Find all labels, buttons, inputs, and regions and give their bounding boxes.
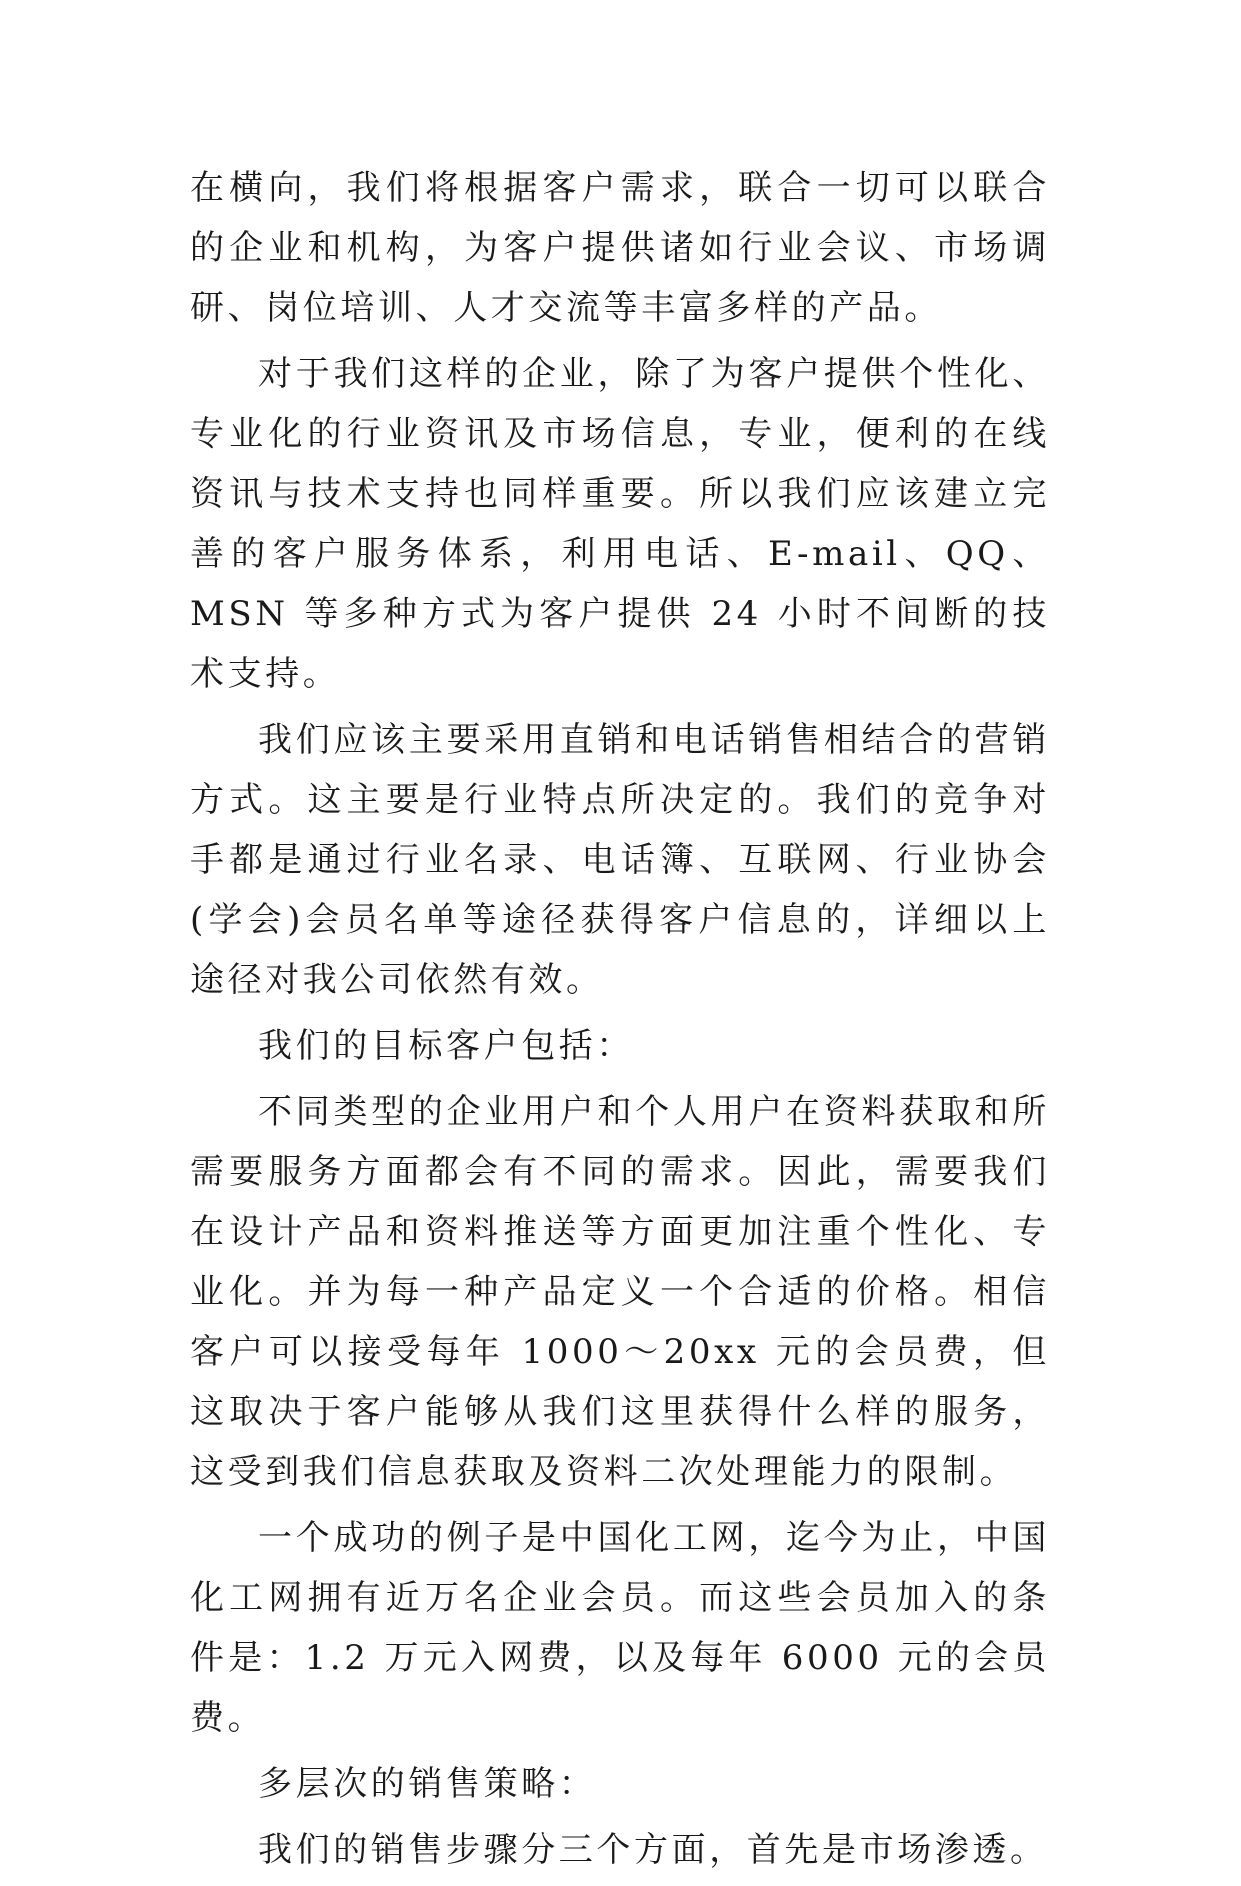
paragraph: 一个成功的例子是中国化工网，迄今为止，中国化工网拥有近万名企业会员。而这些会员加入的条件是：1.2 万元入网费，以及每年 6000 元的会员费。: [190, 1518, 1050, 1738]
paragraph: 不同类型的企业用户和个人用户在资料获取和所需要服务方面都会有不同的需求。因此，需要我们在设计产品和资料推送等方面更加注重个性化、专业化。并为每一种产品定义一个合适的价格。相信客户可以接受每年 1000～20xx 元的会员费，但这取决于客户能够从我们这里获得什么样的服务，这受到我们信息获取及资料二次处理能力的限制。: [190, 1092, 1050, 1492]
paragraph: 对于我们这样的企业，除了为客户提供个性化、专业化的行业资讯及市场信息，专业，便利的在线资讯与技术支持也同样重要。所以我们应该建立完善的客户服务体系，利用电话、E-mail、QQ、MSN 等多种方式为客户提供 24 小时不间断的技术支持。: [190, 354, 1050, 694]
paragraph: 我们的目标客户包括：: [258, 1026, 634, 1066]
paragraph: 我们应该主要采用直销和电话销售相结合的营销方式。这主要是行业特点所决定的。我们的竞争对手都是通过行业名录、电话簿、互联网、行业协会(学会)会员名单等途径获得客户信息的，详细以上途径对我公司依然有效。: [190, 720, 1050, 1000]
paragraph: 多层次的销售策略：: [258, 1764, 597, 1804]
document-body: [190, 158, 1050, 1886]
paragraph: 在横向，我们将根据客户需求，联合一切可以联合的企业和机构，为客户提供诸如行业会议、市场调研、岗位培训、人才交流等丰富多样的产品。: [190, 168, 1050, 328]
paragraph: 我们的销售步骤分三个方面，首先是市场渗透。: [258, 1830, 1048, 1870]
